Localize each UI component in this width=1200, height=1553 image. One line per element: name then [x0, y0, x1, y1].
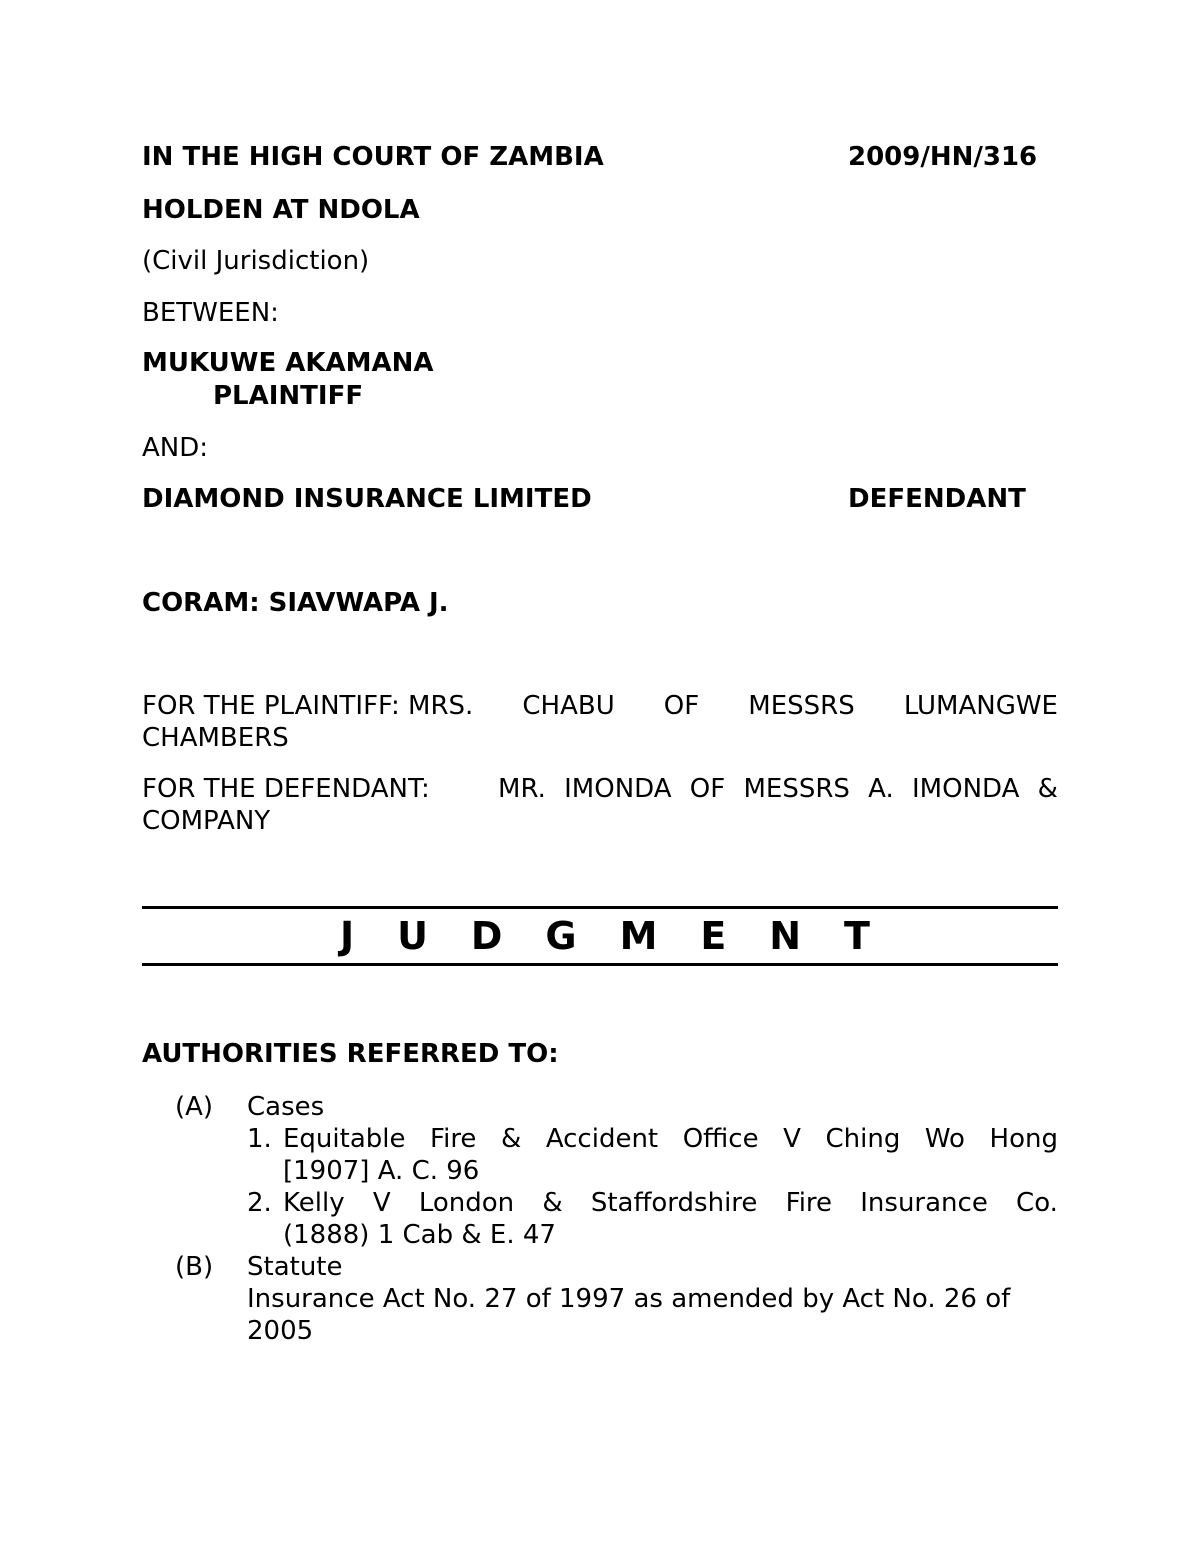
case-word: & — [500, 1124, 522, 1154]
authorities-heading: AUTHORITIES REFERRED TO: — [142, 1039, 559, 1069]
section-a-title: Cases — [247, 1092, 325, 1122]
case-word: Accident — [545, 1124, 659, 1154]
case-word: London — [418, 1188, 515, 1218]
counsel-word: A. — [868, 774, 894, 804]
counsel-word: & — [1037, 774, 1058, 804]
counsel-word: FOR THE DEFENDANT: — [142, 774, 430, 804]
case-word: Kelly — [283, 1188, 345, 1218]
counsel-plaintiff-line1 — [142, 690, 1058, 722]
statute-line1: Insurance Act No. 27 of 1997 as amended by Act No. 26 of — [247, 1284, 1011, 1314]
plaintiff-name: MUKUWE AKAMANA — [142, 348, 434, 378]
case1-line2: [1907] A. C. 96 — [283, 1156, 480, 1186]
case-word: Fire — [430, 1124, 477, 1154]
between-label: BETWEEN: — [142, 298, 279, 328]
counsel-defendant-line1 — [142, 773, 1058, 805]
court-name: IN THE HIGH COURT OF ZAMBIA — [142, 142, 604, 172]
counsel-word: MESSRS — [748, 691, 855, 721]
defendant-name: DIAMOND INSURANCE LIMITED — [142, 484, 592, 514]
case-word: V — [783, 1124, 801, 1154]
case2-number: 2. — [247, 1188, 272, 1218]
title-letter: G — [545, 914, 577, 958]
case-word: V — [372, 1188, 391, 1218]
case-word: & — [542, 1188, 563, 1218]
counsel-word: OF — [689, 774, 726, 804]
case1-line1 — [283, 1123, 1058, 1155]
title-letter: N — [769, 914, 802, 958]
case1-number: 1. — [247, 1124, 272, 1154]
title-letter: T — [844, 914, 870, 958]
statute-line2: 2005 — [247, 1316, 314, 1346]
counsel-word: MESSRS — [743, 774, 850, 804]
counsel-word: IMONDA — [564, 774, 672, 804]
case-word: Wo — [924, 1124, 965, 1154]
case-number: 2009/HN/316 — [848, 142, 1038, 172]
counsel-word: MR. — [498, 774, 546, 804]
title-letter: M — [619, 914, 658, 958]
defendant-role: DEFENDANT — [848, 484, 1026, 514]
case2-line2: (1888) 1 Cab & E. 47 — [283, 1220, 556, 1250]
counsel-word: LUMANGWE — [903, 691, 1058, 721]
and-label: AND: — [142, 433, 209, 463]
holden-at: HOLDEN AT NDOLA — [142, 195, 420, 225]
section-a-label: (A) — [175, 1092, 214, 1122]
case-word: Hong — [989, 1124, 1058, 1154]
bottom-rule — [142, 963, 1058, 966]
case2-line1 — [283, 1187, 1058, 1219]
case-word: Fire — [785, 1188, 833, 1218]
case-word: Ching — [825, 1124, 901, 1154]
title-letter: U — [397, 914, 428, 958]
counsel-word: OF — [663, 691, 700, 721]
title-letter: D — [470, 914, 503, 958]
coram: CORAM: SIAVWAPA J. — [142, 588, 449, 618]
counsel-word: IMONDA — [912, 774, 1020, 804]
counsel-plaintiff-line2: CHAMBERS — [142, 723, 289, 753]
counsel-word: CHABU — [522, 691, 615, 721]
top-rule — [142, 906, 1058, 909]
section-b-title: Statute — [247, 1252, 343, 1282]
counsel-defendant-line2: COMPANY — [142, 806, 271, 836]
jurisdiction: (Civil Jurisdiction) — [142, 246, 370, 276]
counsel-word: FOR THE PLAINTIFF: MRS. — [142, 691, 474, 721]
section-b-label: (B) — [175, 1252, 214, 1282]
case-word: Office — [682, 1124, 759, 1154]
case-word: Insurance — [860, 1188, 988, 1218]
case-word: Co. — [1016, 1188, 1058, 1218]
judgment-title — [340, 914, 870, 958]
plaintiff-role: PLAINTIFF — [213, 381, 364, 411]
case-word: Equitable — [283, 1124, 406, 1154]
title-letter: J — [340, 914, 355, 958]
case-word: Staffordshire — [590, 1188, 758, 1218]
title-letter: E — [700, 914, 727, 958]
